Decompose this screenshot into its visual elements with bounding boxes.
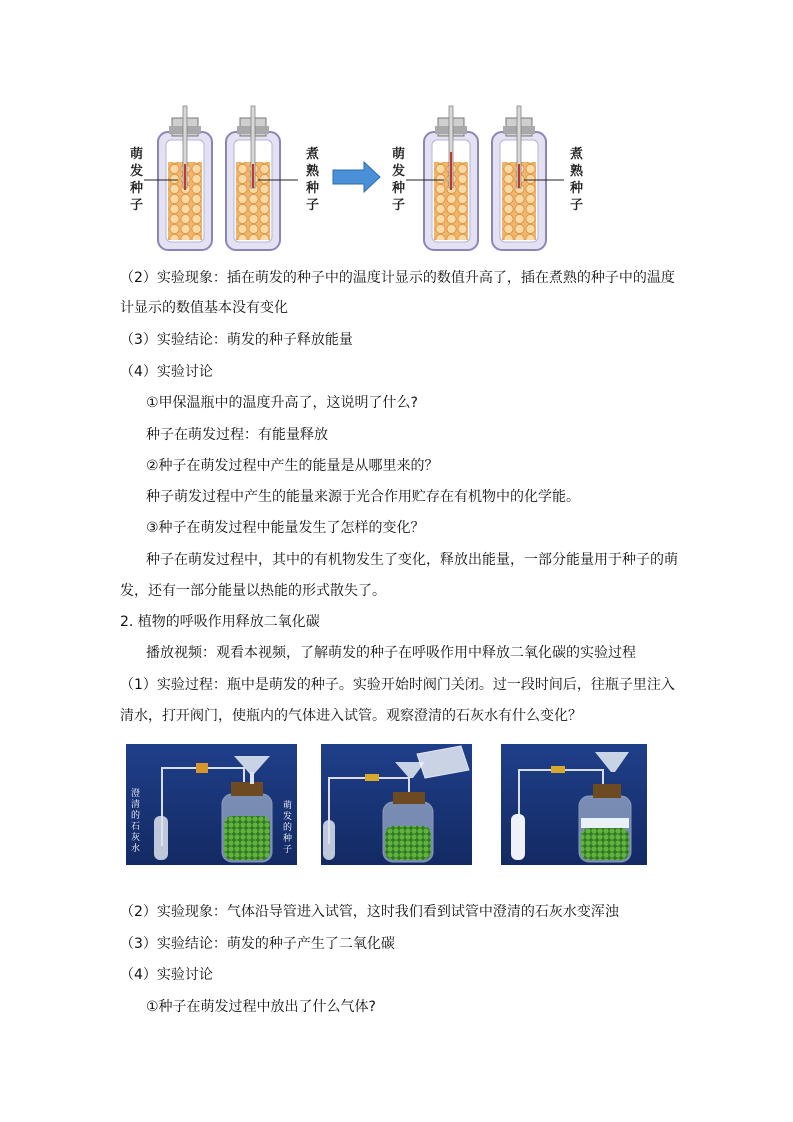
paragraph-conclusion: （3）实验结论：萌发的种子释放能量	[120, 332, 353, 348]
paragraph2-question-1: ①种子在萌发过程中放出了什么气体?	[146, 999, 376, 1015]
question-3: ③种子在萌发过程中能量发生了怎样的变化？	[146, 520, 425, 536]
co2-panel-2	[321, 744, 472, 865]
answer-3-line-1: 种子在萌发过程中，其中的有机物发生了变化，释放出能量，一部分能量用于种子的萌	[146, 552, 678, 568]
label-limewater: 澄清的石灰水	[131, 789, 141, 854]
question-1: ①甲保温瓶中的温度升高了，这说明了什么?	[146, 395, 418, 411]
label-cooked-seeds-before: 煮熟种子	[306, 147, 320, 213]
label-germinating-seeds: 萌发的种子	[283, 801, 293, 855]
paragraph-process-1: （1）实验过程：瓶中是萌发的种子。实验开始时阀门关闭。过一段时间后，往瓶子里注入	[120, 677, 675, 693]
section-heading-co2: 2. 植物的呼吸作用释放二氧化碳	[120, 614, 320, 630]
paragraph-discussion-heading: （4）实验讨论	[120, 364, 213, 380]
answer-2: 种子萌发过程中产生的能量来源于光合作用贮存在有机物中的化学能。	[146, 489, 580, 505]
paragraph2-phenomenon: （2）实验现象：气体沿导管进入试管，这时我们看到试管中澄清的石灰水变浑浊	[120, 904, 619, 920]
answer-3-line-2: 发，还有一部分能量以热能的形式散失了。	[120, 583, 386, 599]
label-cooked-seeds-after: 煮熟种子	[570, 147, 584, 213]
label-germinating-seeds-after: 萌发种子	[392, 147, 406, 213]
co2-panel-3	[501, 744, 647, 865]
paragraph-phenomenon-1: （2）实验现象：插在萌发的种子中的温度计显示的数值升高了，插在煮熟的种子中的温度	[120, 270, 675, 286]
question-2: ②种子在萌发过程中产生的能量是从哪里来的？	[146, 458, 439, 474]
paragraph2-conclusion: （3）实验结论：萌发的种子产生了二氧化碳	[120, 936, 395, 952]
thermos-experiment-figure	[118, 104, 588, 254]
paragraph-process-2: 清水，打开阀门，使瓶内的气体进入试管。观察澄清的石灰水有什么变化？	[120, 708, 582, 724]
paragraph-video: 播放视频：观看本视频，了解萌发的种子在呼吸作用中释放二氧化碳的实验过程	[146, 645, 636, 661]
paragraph-phenomenon-2: 计显示的数值基本没有变化	[120, 300, 288, 316]
co2-panel-1	[126, 744, 297, 865]
answer-1: 种子在萌发过程：有能量释放	[146, 427, 328, 443]
label-germinating-seeds-before: 萌发种子	[130, 147, 144, 213]
paragraph2-discussion-heading: （4）实验讨论	[120, 967, 213, 983]
